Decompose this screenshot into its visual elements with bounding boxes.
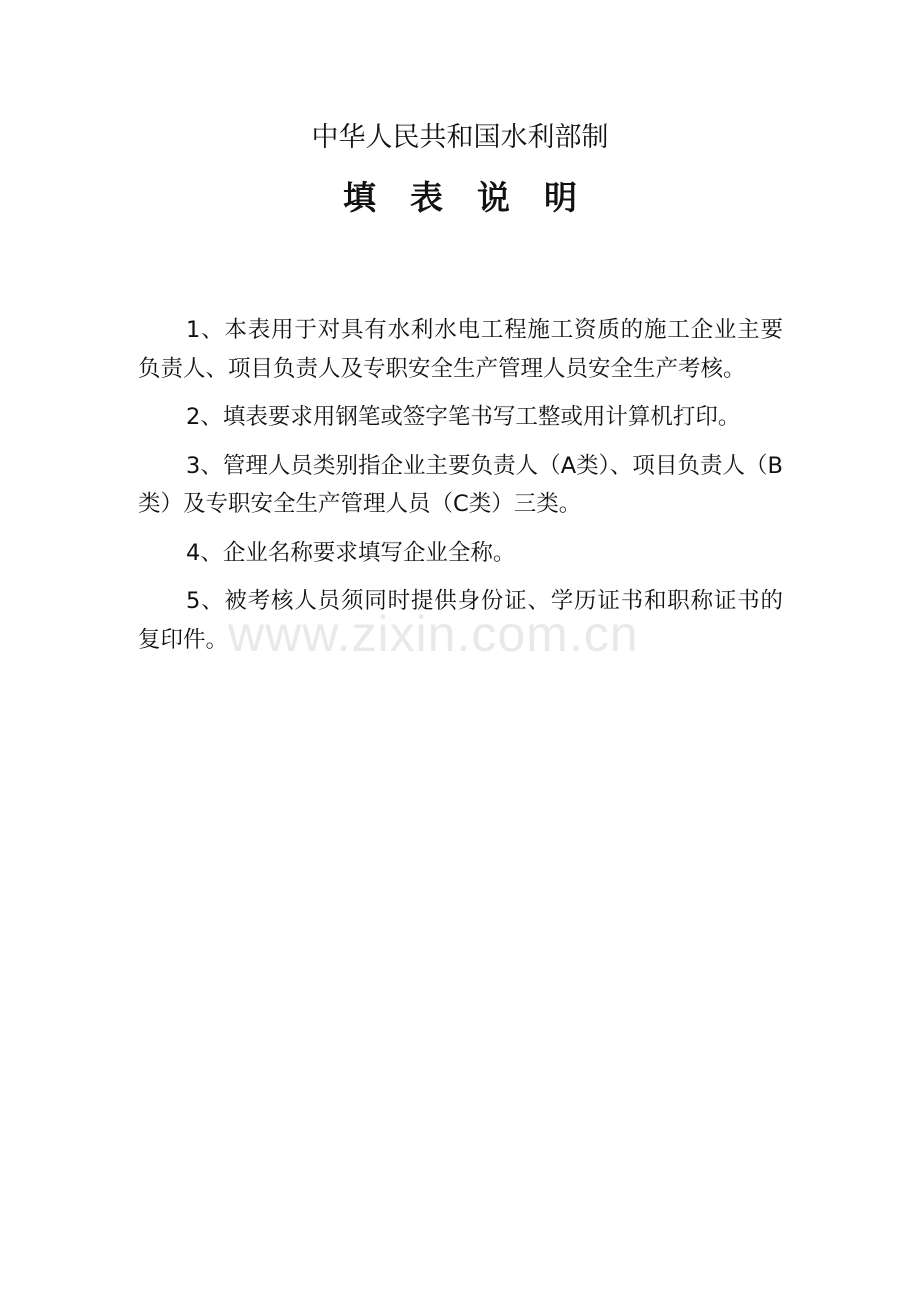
issuing-organization: 中华人民共和国水利部制 (311, 122, 609, 153)
document-title (0, 174, 920, 222)
instruction-list (138, 311, 783, 669)
instruction-item-4: 4、企业名称要求填写企业全称。 (186, 539, 516, 566)
title-char: 说 (477, 178, 510, 217)
title-char: 填 (343, 178, 376, 217)
instruction-item-3: 3、管理人员类别指企业主要负责人（A类）、项目负责人（B类）及专职安全生产管理人员（C类）三类。 (138, 452, 783, 517)
title-char: 表 (410, 178, 443, 217)
instruction-item-5: 5、被考核人员须同时提供身份证、学历证书和职称证书的复印件。 (138, 588, 783, 653)
watermark-text: www.zixin.com.cn (228, 606, 639, 662)
title-char: 明 (544, 178, 577, 217)
instruction-item-1: 1、本表用于对具有水利水电工程施工资质的施工企业主要负责人、项目负责人及专职安全生产管理人员安全生产考核。 (138, 317, 783, 382)
instruction-item-2: 2、填表要求用钢笔或签字笔书写工整或用计算机打印。 (186, 404, 741, 430)
